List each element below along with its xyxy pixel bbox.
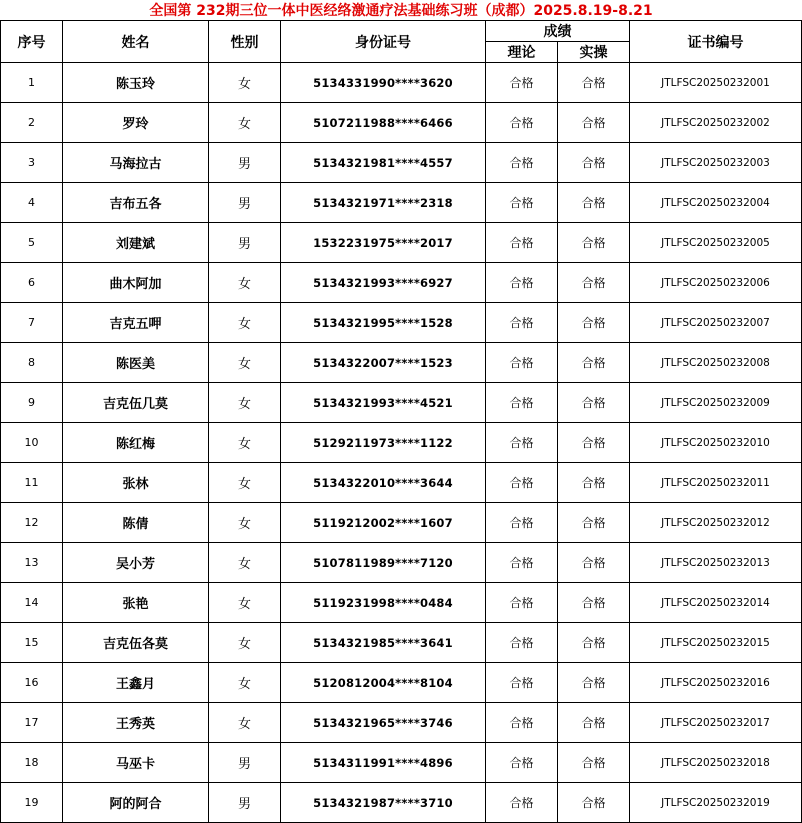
cell-name: 王秀英 (63, 703, 209, 743)
cell-theory: 合格 (486, 703, 558, 743)
cell-id: 5107811989****7120 (281, 543, 486, 583)
cell-theory: 合格 (486, 103, 558, 143)
cell-theory: 合格 (486, 343, 558, 383)
cell-theory: 合格 (486, 543, 558, 583)
header-sex: 性别 (209, 21, 281, 63)
cell-sex: 女 (209, 303, 281, 343)
cell-cert: JTLFSC20250232008 (630, 343, 802, 383)
cell-cert: JTLFSC20250232004 (630, 183, 802, 223)
cell-no: 6 (1, 263, 63, 303)
table-row (1, 623, 802, 663)
cell-no: 10 (1, 423, 63, 463)
cell-id: 5134321995****1528 (281, 303, 486, 343)
table-row (1, 583, 802, 623)
header-score: 成绩 (486, 21, 630, 42)
table-row (1, 543, 802, 583)
cell-sex: 男 (209, 183, 281, 223)
cell-no: 13 (1, 543, 63, 583)
cell-no: 18 (1, 743, 63, 783)
cell-id: 5119212002****1607 (281, 503, 486, 543)
header-no: 序号 (1, 21, 63, 63)
cell-name: 吴小芳 (63, 543, 209, 583)
cell-theory: 合格 (486, 183, 558, 223)
cell-sex: 男 (209, 143, 281, 183)
cell-sex: 女 (209, 423, 281, 463)
cell-sex: 女 (209, 663, 281, 703)
cell-id: 5134322010****3644 (281, 463, 486, 503)
cell-no: 15 (1, 623, 63, 663)
cell-sex: 女 (209, 503, 281, 543)
cell-sex: 女 (209, 263, 281, 303)
cell-name: 刘建斌 (63, 223, 209, 263)
cell-cert: JTLFSC20250232007 (630, 303, 802, 343)
cell-no: 7 (1, 303, 63, 343)
cell-practice: 合格 (558, 343, 630, 383)
cell-id: 5129211973****1122 (281, 423, 486, 463)
cell-theory: 合格 (486, 63, 558, 103)
cell-sex: 女 (209, 703, 281, 743)
cell-name: 张艳 (63, 583, 209, 623)
cell-name: 陈倩 (63, 503, 209, 543)
cell-no: 2 (1, 103, 63, 143)
cell-name: 曲木阿加 (63, 263, 209, 303)
cell-cert: JTLFSC20250232017 (630, 703, 802, 743)
table-row (1, 783, 802, 823)
table-row (1, 303, 802, 343)
table-row (1, 223, 802, 263)
cell-sex: 女 (209, 623, 281, 663)
cell-id: 5134321965****3746 (281, 703, 486, 743)
cell-no: 5 (1, 223, 63, 263)
cell-cert: JTLFSC20250232005 (630, 223, 802, 263)
header-id: 身份证号 (281, 21, 486, 63)
table-row (1, 743, 802, 783)
cell-no: 1 (1, 63, 63, 103)
cell-cert: JTLFSC20250232012 (630, 503, 802, 543)
cell-id: 5134311991****4896 (281, 743, 486, 783)
cell-practice: 合格 (558, 383, 630, 423)
cell-theory: 合格 (486, 383, 558, 423)
cell-name: 吉克伍各莫 (63, 623, 209, 663)
cell-name: 马海拉古 (63, 143, 209, 183)
cell-theory: 合格 (486, 583, 558, 623)
cell-practice: 合格 (558, 223, 630, 263)
roster-table (0, 20, 802, 823)
header-practice: 实操 (558, 42, 630, 63)
table-row (1, 663, 802, 703)
cell-cert: JTLFSC20250232010 (630, 423, 802, 463)
cell-no: 16 (1, 663, 63, 703)
cell-sex: 女 (209, 383, 281, 423)
table-row (1, 503, 802, 543)
cell-sex: 女 (209, 543, 281, 583)
cell-name: 陈医美 (63, 343, 209, 383)
cell-cert: JTLFSC20250232011 (630, 463, 802, 503)
cell-no: 14 (1, 583, 63, 623)
cell-no: 3 (1, 143, 63, 183)
cell-no: 4 (1, 183, 63, 223)
page-title: 全国第 232期三位一体中医经络激通疗法基础练习班（成都）2025.8.19-8.21 (149, 3, 653, 19)
cell-theory: 合格 (486, 623, 558, 663)
cell-id: 5134321987****3710 (281, 783, 486, 823)
cell-practice: 合格 (558, 663, 630, 703)
cell-sex: 女 (209, 103, 281, 143)
cell-id: 5119231998****0484 (281, 583, 486, 623)
cell-sex: 女 (209, 343, 281, 383)
cell-cert: JTLFSC20250232019 (630, 783, 802, 823)
cell-name: 陈玉玲 (63, 63, 209, 103)
table-row (1, 383, 802, 423)
cell-practice: 合格 (558, 263, 630, 303)
cell-id: 5134331990****3620 (281, 63, 486, 103)
cell-no: 9 (1, 383, 63, 423)
cell-name: 陈红梅 (63, 423, 209, 463)
cell-name: 阿的阿合 (63, 783, 209, 823)
cell-name: 吉克伍几莫 (63, 383, 209, 423)
cell-name: 王鑫月 (63, 663, 209, 703)
cell-cert: JTLFSC20250232016 (630, 663, 802, 703)
cell-practice: 合格 (558, 743, 630, 783)
cell-id: 5134322007****1523 (281, 343, 486, 383)
cell-id: 5134321993****4521 (281, 383, 486, 423)
header-theory: 理论 (486, 42, 558, 63)
cell-name: 吉克五呷 (63, 303, 209, 343)
cell-theory: 合格 (486, 663, 558, 703)
cell-practice: 合格 (558, 423, 630, 463)
cell-theory: 合格 (486, 503, 558, 543)
cell-practice: 合格 (558, 143, 630, 183)
cell-cert: JTLFSC20250232002 (630, 103, 802, 143)
table-row (1, 103, 802, 143)
table-row (1, 423, 802, 463)
cell-theory: 合格 (486, 143, 558, 183)
cell-id: 5134321971****2318 (281, 183, 486, 223)
cell-id: 5120812004****8104 (281, 663, 486, 703)
cell-sex: 男 (209, 223, 281, 263)
table-row (1, 463, 802, 503)
cell-name: 吉布五各 (63, 183, 209, 223)
cell-cert: JTLFSC20250232003 (630, 143, 802, 183)
cell-sex: 男 (209, 743, 281, 783)
table-row (1, 183, 802, 223)
cell-theory: 合格 (486, 743, 558, 783)
cell-id: 1532231975****2017 (281, 223, 486, 263)
cell-no: 11 (1, 463, 63, 503)
table-body (1, 63, 802, 823)
header-name: 姓名 (63, 21, 209, 63)
cell-sex: 女 (209, 463, 281, 503)
cell-id: 5134321981****4557 (281, 143, 486, 183)
cell-no: 19 (1, 783, 63, 823)
cell-practice: 合格 (558, 703, 630, 743)
cell-practice: 合格 (558, 623, 630, 663)
cell-practice: 合格 (558, 183, 630, 223)
cell-theory: 合格 (486, 783, 558, 823)
cell-id: 5134321985****3641 (281, 623, 486, 663)
table-row (1, 63, 802, 103)
cell-id: 5134321993****6927 (281, 263, 486, 303)
table-row (1, 703, 802, 743)
cell-name: 马巫卡 (63, 743, 209, 783)
cell-no: 17 (1, 703, 63, 743)
cell-practice: 合格 (558, 463, 630, 503)
cell-practice: 合格 (558, 303, 630, 343)
cell-cert: JTLFSC20250232018 (630, 743, 802, 783)
cell-theory: 合格 (486, 463, 558, 503)
cell-cert: JTLFSC20250232014 (630, 583, 802, 623)
cell-sex: 女 (209, 63, 281, 103)
cell-cert: JTLFSC20250232015 (630, 623, 802, 663)
cell-theory: 合格 (486, 423, 558, 463)
cell-practice: 合格 (558, 783, 630, 823)
cell-practice: 合格 (558, 103, 630, 143)
table-row (1, 263, 802, 303)
cell-name: 罗玲 (63, 103, 209, 143)
cell-practice: 合格 (558, 583, 630, 623)
header-cert: 证书编号 (630, 21, 802, 63)
table-row (1, 343, 802, 383)
cell-id: 5107211988****6466 (281, 103, 486, 143)
table-row (1, 143, 802, 183)
cell-name: 张林 (63, 463, 209, 503)
cell-practice: 合格 (558, 63, 630, 103)
cell-practice: 合格 (558, 543, 630, 583)
cell-sex: 女 (209, 583, 281, 623)
cell-no: 12 (1, 503, 63, 543)
cell-cert: JTLFSC20250232006 (630, 263, 802, 303)
cell-sex: 男 (209, 783, 281, 823)
cell-practice: 合格 (558, 503, 630, 543)
cell-theory: 合格 (486, 223, 558, 263)
cell-cert: JTLFSC20250232009 (630, 383, 802, 423)
cell-cert: JTLFSC20250232013 (630, 543, 802, 583)
cell-theory: 合格 (486, 263, 558, 303)
cell-theory: 合格 (486, 303, 558, 343)
cell-no: 8 (1, 343, 63, 383)
cell-cert: JTLFSC20250232001 (630, 63, 802, 103)
